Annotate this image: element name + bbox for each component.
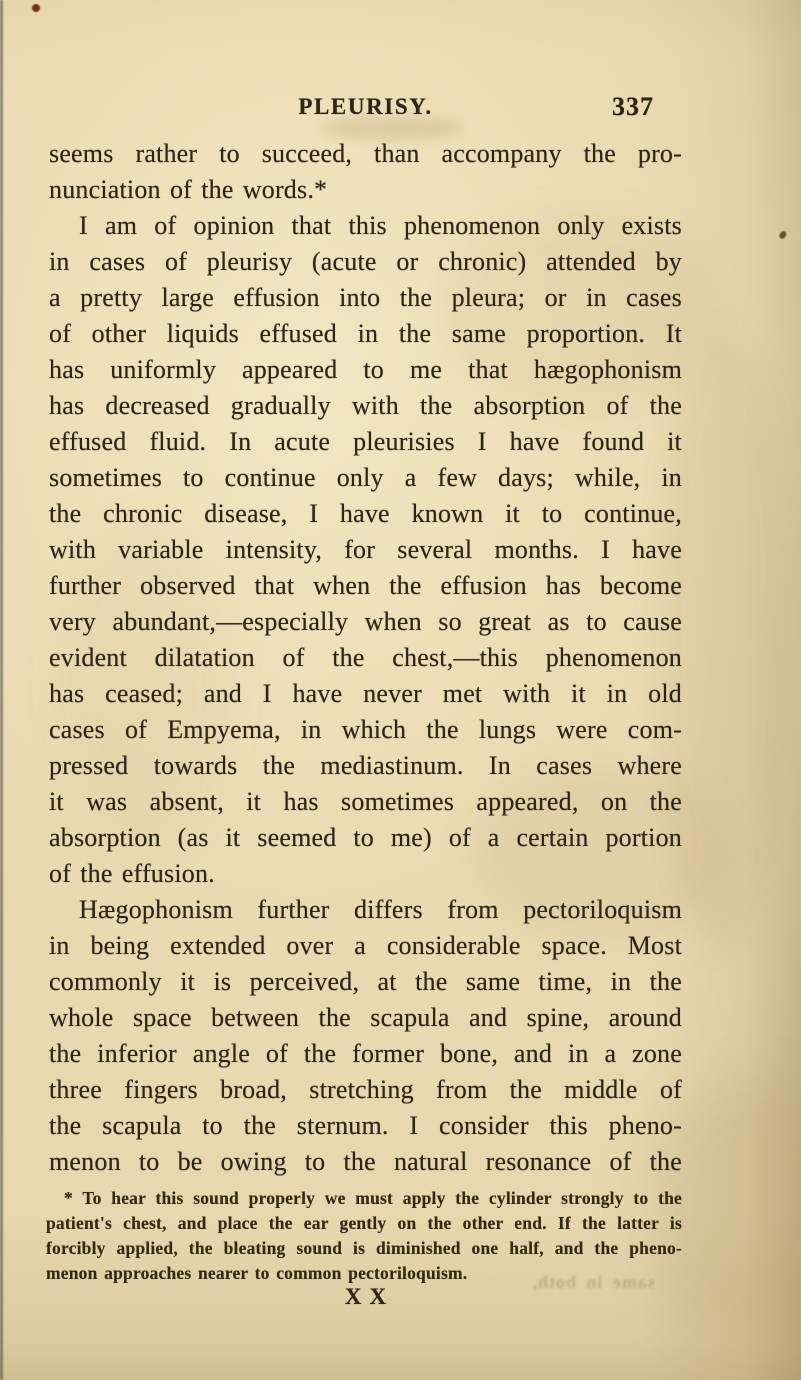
ghost-showthrough-text: same in both, [531, 1272, 655, 1292]
footnote-line: patient's chest, and place the ear gently on the other end. If the latter is [46, 1213, 682, 1233]
body-text-line: has uniformly appeared to me that hægophonism [49, 355, 682, 384]
body-text-line: menon to be owing to the natural resonance of the [49, 1147, 682, 1176]
paper-speck [778, 230, 788, 240]
footnote-line: menon approaches nearer to common pectoriloquism. [46, 1263, 468, 1283]
body-text-line: has ceased; and I have never met with it in old [49, 679, 682, 708]
body-text-line: of the effusion. [49, 859, 215, 888]
body-text-line: of other liquids effused in the same proportion. It [49, 319, 682, 348]
body-text-line: cases of Empyema, in which the lungs were com- [49, 715, 682, 744]
body-text-line: a pretty large effusion into the pleura; or in cases [49, 283, 682, 312]
body-text-line: the inferior angle of the former bone, and in a zone [49, 1039, 682, 1068]
body-text-line: the chronic disease, I have known it to continue, [49, 499, 682, 528]
running-head-title: PLEURISY. [298, 94, 433, 119]
ink-spot [32, 4, 40, 12]
body-text-line: in cases of pleurisy (acute or chronic) attended by [49, 247, 682, 276]
body-text-line: sometimes to continue only a few days; while, in [49, 463, 682, 492]
body-text-line: I am of opinion that this phenomenon only exists [79, 211, 682, 240]
signature-mark: XX [344, 1284, 395, 1309]
body-text-line: Hægophonism further differs from pectoriloquism [79, 895, 682, 924]
body-text-line: commonly it is perceived, at the same time, in the [49, 967, 682, 996]
body-text-line: very abundant,—especially when so great as to cause [49, 607, 682, 636]
body-text-line: further observed that when the effusion has become [49, 571, 682, 600]
body-text-line: effused fluid. In acute pleurisies I have found it [49, 427, 682, 456]
body-text-line: absorption (as it seemed to me) of a certain portion [49, 823, 682, 852]
page-header [49, 94, 682, 124]
page-number: 337 [612, 92, 654, 121]
footnote-line: forcibly applied, the bleating sound is diminished one half, and the pheno- [46, 1238, 682, 1258]
body-text-line: whole space between the scapula and spine, around [49, 1003, 682, 1032]
body-text-line: it was absent, it has sometimes appeared, on the [49, 787, 682, 816]
footnote [46, 1186, 682, 1286]
scan-edge [0, 0, 3, 1380]
body-text-line: has decreased gradually with the absorption of the [49, 391, 682, 420]
body-text [49, 136, 682, 1180]
body-text-line: seems rather to succeed, than accompany the pro- [49, 139, 682, 168]
footnote-line: * To hear this sound properly we must apply the cylinder strongly to the [64, 1188, 682, 1208]
body-text-line: evident dilatation of the chest,—this phenomenon [49, 643, 682, 672]
body-text-line: in being extended over a considerable space. Most [49, 931, 682, 960]
body-text-line: with variable intensity, for several months. I have [49, 535, 682, 564]
body-text-line: nunciation of the words.* [49, 175, 328, 204]
body-text-line: pressed towards the mediastinum. In cases where [49, 751, 682, 780]
body-text-line: three fingers broad, stretching from the middle of [49, 1075, 682, 1104]
body-text-line: the scapula to the sternum. I consider this pheno- [49, 1111, 682, 1140]
